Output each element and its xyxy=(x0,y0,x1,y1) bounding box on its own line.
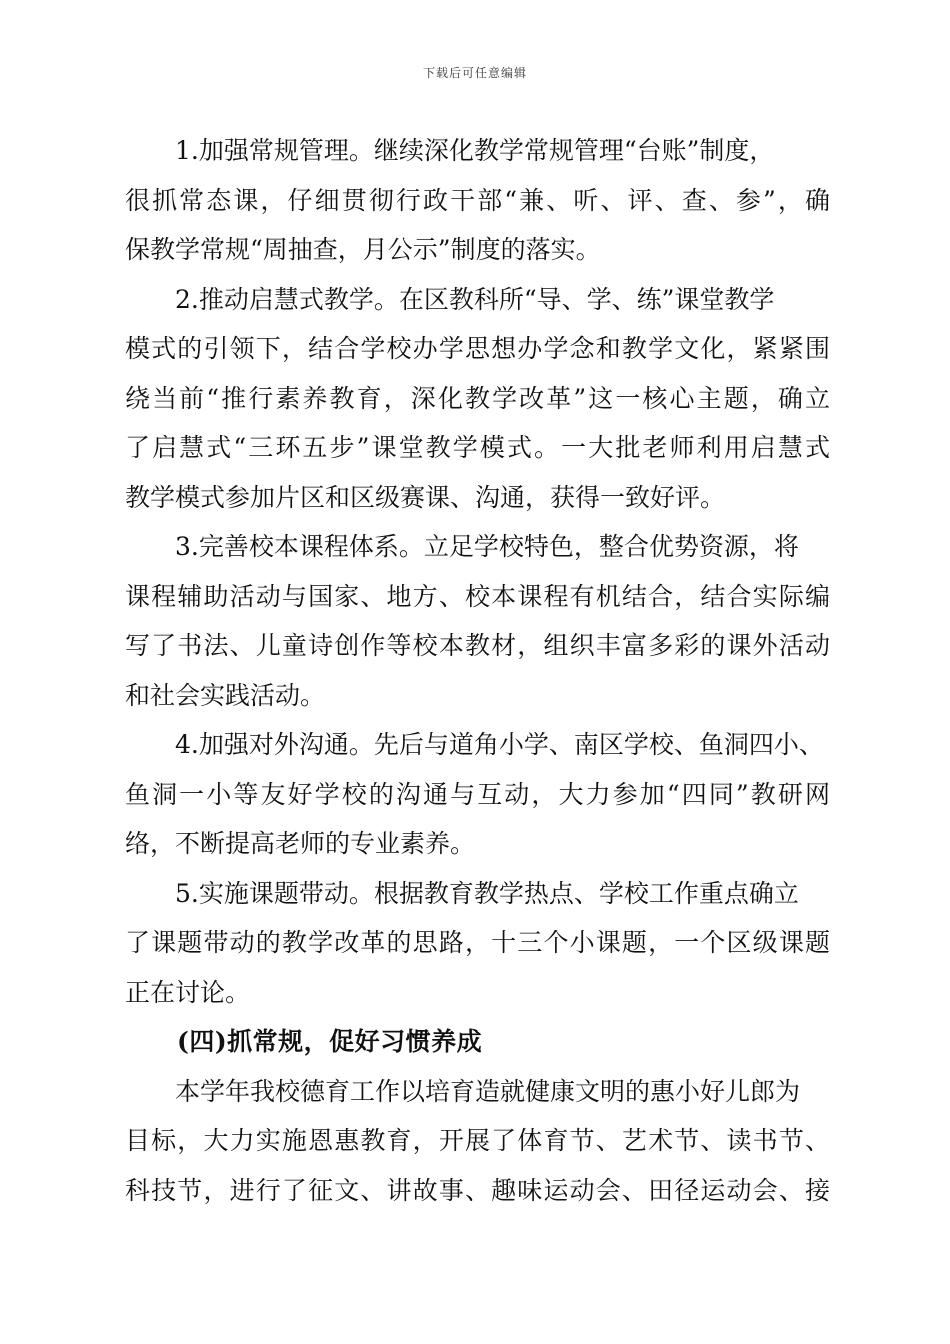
section-subheading: (四)抓常规，促好习惯养成 xyxy=(177,1027,483,1056)
paragraph-line: 络，不断提高老师的专业素养。 xyxy=(125,829,476,858)
paragraph-line: 正在讨论。 xyxy=(125,977,251,1007)
paragraph-line: 1.加强常规管理。继续深化教学常规管理“台账”制度， xyxy=(175,136,775,165)
paragraph-line: 写了书法、儿童诗创作等校本教材，组织丰富多彩的课外活动 xyxy=(125,631,830,660)
paragraph-line: 了课题带动的教学改革的思路，十三个小课题，一个区级课题 xyxy=(125,928,830,957)
paragraph-line: 3.完善校本课程体系。立足学校特色，整合优势资源，将 xyxy=(175,532,799,561)
paragraph-line: 本学年我校德育工作以培育造就健康文明的惠小好儿郎为 xyxy=(175,1076,801,1106)
paragraph-line: 了启慧式“三环五步”课堂教学模式。一大批老师利用启慧式 xyxy=(125,433,830,462)
paragraph-3 xyxy=(125,522,830,720)
closing-paragraph xyxy=(125,1067,830,1216)
paragraph-line: 课程辅助活动与国家、地方、校本课程有机结合，结合实际编 xyxy=(125,581,830,611)
paragraph-2 xyxy=(125,275,830,523)
paragraph-line: 鱼洞一小等友好学校的沟通与互动，大力参加“四同”教研网 xyxy=(125,779,830,809)
paragraph-line: 4.加强对外沟通。先后与道角小学、南区学校、鱼洞四小、 xyxy=(175,730,824,759)
paragraph-line: 2.推动启慧式教学。在区教科所“导、学、练”课堂教学 xyxy=(175,284,775,314)
paragraph-line: 目标，大力实施恩惠教育，开展了体育节、艺术节、读书节、 xyxy=(125,1126,830,1155)
paragraph-line: 5.实施课题带动。根据教育教学热点、学校工作重点确立 xyxy=(175,878,799,908)
paragraph-line: 科技节，进行了征文、讲故事、趣味运动会、田径运动会、接 xyxy=(125,1175,830,1205)
paragraph-line: 绕当前“推行素养教育，深化教学改革”这一核心主题，确立 xyxy=(125,383,830,413)
document-body xyxy=(125,126,830,1215)
paragraph-line: 和社会实践活动。 xyxy=(125,680,326,710)
page-header-note: 下载后可任意编辑 xyxy=(422,66,527,80)
paragraph-4 xyxy=(125,720,830,869)
paragraph-line: 教学模式参加片区和区级赛课、沟通，获得一致好评。 xyxy=(125,482,726,512)
paragraph-line: 保教学常规“周抽查，月公示”制度的落实。 xyxy=(125,235,601,264)
paragraph-5 xyxy=(125,869,830,1018)
paragraph-line: 模式的引领下，结合学校办学思想办学念和教学文化，紧紧围 xyxy=(125,334,830,363)
paragraph-1 xyxy=(125,126,830,275)
paragraph-line: 很抓常态课，仔细贯彻行政干部“兼、听、评、查、参”，确 xyxy=(125,185,830,215)
